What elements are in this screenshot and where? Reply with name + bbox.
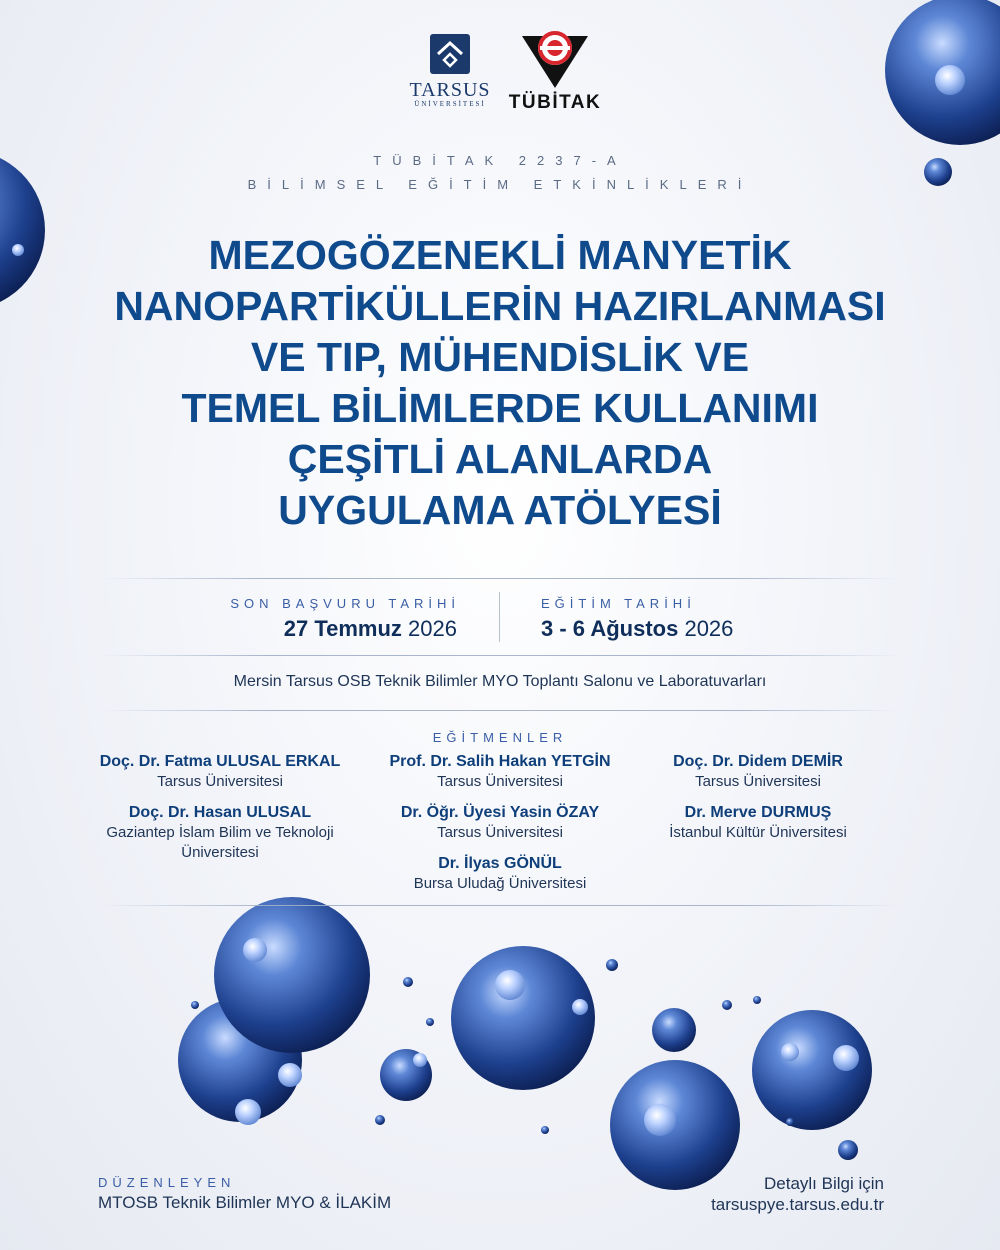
- deadline-day: 27 Temmuz: [283, 616, 402, 641]
- trainer-card: [70, 752, 370, 792]
- trainer-name: Prof. Dr. Salih Hakan YETGİN: [389, 753, 611, 770]
- title-line: MEZOGÖZENEKLİ MANYETİK: [208, 232, 792, 278]
- training-date: [541, 616, 733, 642]
- deadline-year: 2026: [408, 616, 457, 641]
- trainer-name: Doç. Dr. Fatma ULUSAL ERKAL: [99, 753, 341, 770]
- trainer-affiliation: Tarsus Üniversitesi: [695, 773, 821, 790]
- program-name: TÜBİTAK 2237-A: [373, 153, 627, 168]
- tarsus-university-logo: [400, 34, 500, 109]
- program-subtitle: BİLİMSEL EĞİTİM ETKİNLİKLERİ: [247, 177, 753, 192]
- title-line: VE TIP, MÜHENDİSLİK VE: [250, 334, 750, 380]
- organizer-name: MTOSB Teknik Bilimler MYO & İLAKİM: [98, 1193, 392, 1212]
- workshop-title: [40, 230, 960, 536]
- training-year: 2026: [684, 616, 734, 641]
- tubitak-logo-name: TÜBİTAK: [508, 92, 602, 113]
- trainer-card: [350, 854, 650, 894]
- trainer-name: Dr. Öğr. Üyesi Yasin ÖZAY: [400, 804, 600, 821]
- trainer-name: Dr. İlyas GÖNÜL: [438, 855, 562, 872]
- title-line: NANOPARTİKÜLLERİN HAZIRLANMASI: [114, 283, 886, 329]
- trainer-affiliation: Tarsus Üniversitesi: [437, 824, 563, 841]
- tarsus-emblem-icon: [430, 34, 470, 74]
- trainer-affiliation: İstanbul Kültür Üniversitesi: [669, 824, 847, 841]
- training-date-label: EĞİTİM TARİHİ: [541, 596, 696, 611]
- trainer-card: [610, 803, 906, 843]
- title-line: TEMEL BİLİMLERDE KULLANIMI: [181, 385, 819, 431]
- tubitak-logo: [505, 26, 605, 114]
- trainer-card: [350, 803, 650, 843]
- info-label: Detaylı Bilgi için: [764, 1174, 884, 1193]
- title-line: ÇEŞİTLİ ALANLARDA: [287, 436, 713, 482]
- trainer-card: [95, 803, 345, 863]
- deadline-date: [284, 616, 457, 642]
- organizer-label: DÜZENLEYEN: [98, 1175, 236, 1190]
- tubitak-emblem-icon: [520, 26, 590, 90]
- divider: [100, 905, 900, 906]
- trainers-label: EĞİTMENLER: [432, 730, 568, 745]
- date-separator: [499, 592, 500, 642]
- tarsus-logo-sub: ÜNİVERSİTESİ: [414, 100, 486, 108]
- trainer-card: [610, 752, 906, 792]
- trainer-name: Doç. Dr. Hasan ULUSAL: [128, 804, 312, 821]
- trainer-affiliation: Bursa Uludağ Üniversitesi: [413, 875, 587, 892]
- info-url[interactable]: tarsuspye.tarsus.edu.tr: [711, 1195, 884, 1214]
- divider: [100, 710, 900, 711]
- divider: [100, 655, 900, 656]
- trainer-affiliation: Gaziantep İslam Bilim ve Teknoloji Üniversitesi: [106, 824, 334, 861]
- deadline-label: SON BAŞVURU TARİHİ: [230, 596, 460, 611]
- info-block: [711, 1173, 884, 1215]
- venue: Mersin Tarsus OSB Teknik Bilimler MYO Toplantı Salonu ve Laboratuvarları: [233, 673, 767, 690]
- tarsus-logo-name: TARSUS: [409, 79, 491, 101]
- title-line: UYGULAMA ATÖLYESİ: [278, 487, 722, 533]
- training-day: 3 - 6 Ağustos: [541, 616, 679, 641]
- trainer-affiliation: Tarsus Üniversitesi: [157, 773, 283, 790]
- divider: [100, 578, 900, 579]
- trainer-card: [350, 752, 650, 792]
- trainer-name: Doç. Dr. Didem DEMİR: [673, 753, 843, 770]
- trainer-affiliation: Tarsus Üniversitesi: [437, 773, 563, 790]
- trainer-name: Dr. Merve DURMUŞ: [684, 804, 832, 821]
